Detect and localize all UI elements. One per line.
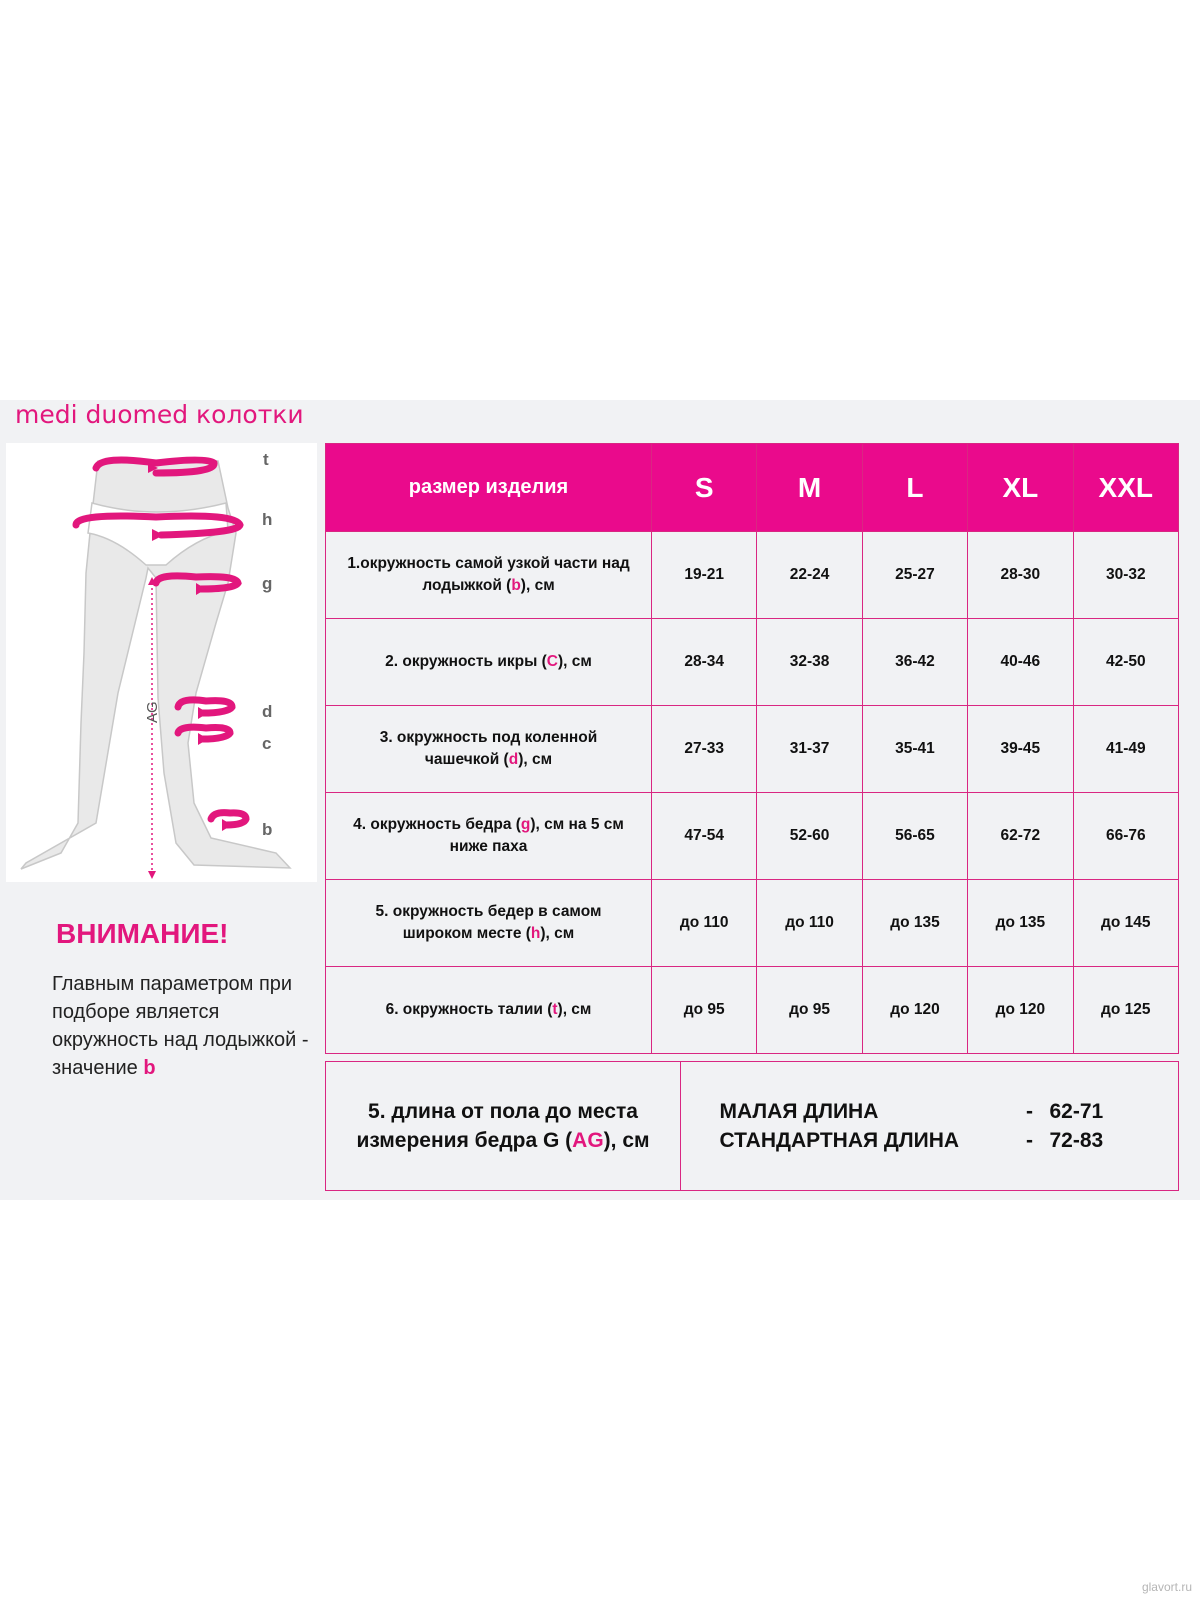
length-option-dash: - — [1026, 1129, 1033, 1152]
table-cell: 62-72 — [968, 793, 1073, 880]
size-header-m: M — [757, 444, 862, 532]
length-table — [325, 1061, 1179, 1191]
table-cell: 30-32 — [1073, 532, 1178, 619]
length-row — [326, 1062, 1179, 1191]
table-cell: 31-37 — [757, 706, 862, 793]
table-cell: 39-45 — [968, 706, 1073, 793]
length-option-dash: - — [1026, 1100, 1033, 1123]
size-header-label: размер изделия — [326, 444, 652, 532]
length-options — [681, 1062, 1179, 1191]
length-label: 5. длина от пола до места измерения бедра G (AG), см — [326, 1062, 681, 1191]
size-table — [325, 443, 1179, 1054]
table-cell: до 120 — [968, 967, 1073, 1054]
table-cell: 28-30 — [968, 532, 1073, 619]
leg-illustration — [6, 443, 317, 882]
size-header-l: L — [862, 444, 967, 532]
table-row — [326, 967, 1179, 1054]
table-cell: 25-27 — [862, 532, 967, 619]
warning-title: ВНИМАНИЕ! — [56, 918, 229, 949]
table-cell: до 110 — [757, 880, 862, 967]
table-row — [326, 793, 1179, 880]
warning-body: Главным параметром при подборе является окружность над лодыжкой - значение — [52, 973, 309, 1079]
label-t: t — [263, 450, 269, 469]
size-header-xl: XL — [968, 444, 1073, 532]
row-label: 4. окружность бедра (g), см на 5 см ниже паха — [326, 793, 652, 880]
label-g: g — [262, 574, 273, 593]
product-title: medi duomed колотки — [15, 400, 304, 429]
warning-key: b — [143, 1057, 156, 1079]
table-cell: до 125 — [1073, 967, 1178, 1054]
table-cell: 36-42 — [862, 619, 967, 706]
table-cell: 42-50 — [1073, 619, 1178, 706]
label-d: d — [262, 702, 273, 721]
measurement-diagram — [6, 443, 317, 882]
table-cell: до 110 — [652, 880, 757, 967]
table-cell: до 95 — [652, 967, 757, 1054]
table-cell: до 145 — [1073, 880, 1178, 967]
label-c: c — [262, 734, 272, 753]
table-cell: 40-46 — [968, 619, 1073, 706]
size-header-row — [326, 444, 1179, 532]
table-cell: 32-38 — [757, 619, 862, 706]
row-label: 6. окружность талии (t), см — [326, 967, 652, 1054]
table-cell: 47-54 — [652, 793, 757, 880]
table-cell: 27-33 — [652, 706, 757, 793]
length-option-range: 72-83 — [1049, 1129, 1104, 1152]
size-header-xxl: XXL — [1073, 444, 1178, 532]
row-label: 2. окружность икры (C), см — [326, 619, 652, 706]
table-cell: до 135 — [968, 880, 1073, 967]
table-cell: 56-65 — [862, 793, 967, 880]
table-cell: до 95 — [757, 967, 862, 1054]
table-row — [326, 532, 1179, 619]
table-cell: 66-76 — [1073, 793, 1178, 880]
table-cell: 35-41 — [862, 706, 967, 793]
length-option-range: 62-71 — [1049, 1100, 1104, 1123]
ag-label: AG — [144, 701, 161, 723]
length-option-name: МАЛАЯ ДЛИНА — [719, 1100, 879, 1123]
table-cell: 22-24 — [757, 532, 862, 619]
table-row — [326, 706, 1179, 793]
length-option-name: СТАНДАРТНАЯ ДЛИНА — [719, 1129, 960, 1152]
table-cell: 41-49 — [1073, 706, 1178, 793]
watermark: glavort.ru — [1141, 1580, 1192, 1594]
table-cell: до 135 — [862, 880, 967, 967]
table-cell: 19-21 — [652, 532, 757, 619]
label-b: b — [262, 820, 273, 839]
table-row — [326, 619, 1179, 706]
row-label: 1.окружность самой узкой части над лодыжкой (b), см — [326, 532, 652, 619]
label-h: h — [262, 510, 273, 529]
warning-text — [52, 970, 322, 1082]
table-cell: 28-34 — [652, 619, 757, 706]
size-header-s: S — [652, 444, 757, 532]
table-row — [326, 880, 1179, 967]
table-cell: 52-60 — [757, 793, 862, 880]
row-label: 5. окружность бедер в самом широком месте (h), см — [326, 880, 652, 967]
table-cell: до 120 — [862, 967, 967, 1054]
row-label: 3. окружность под коленной чашечкой (d), см — [326, 706, 652, 793]
